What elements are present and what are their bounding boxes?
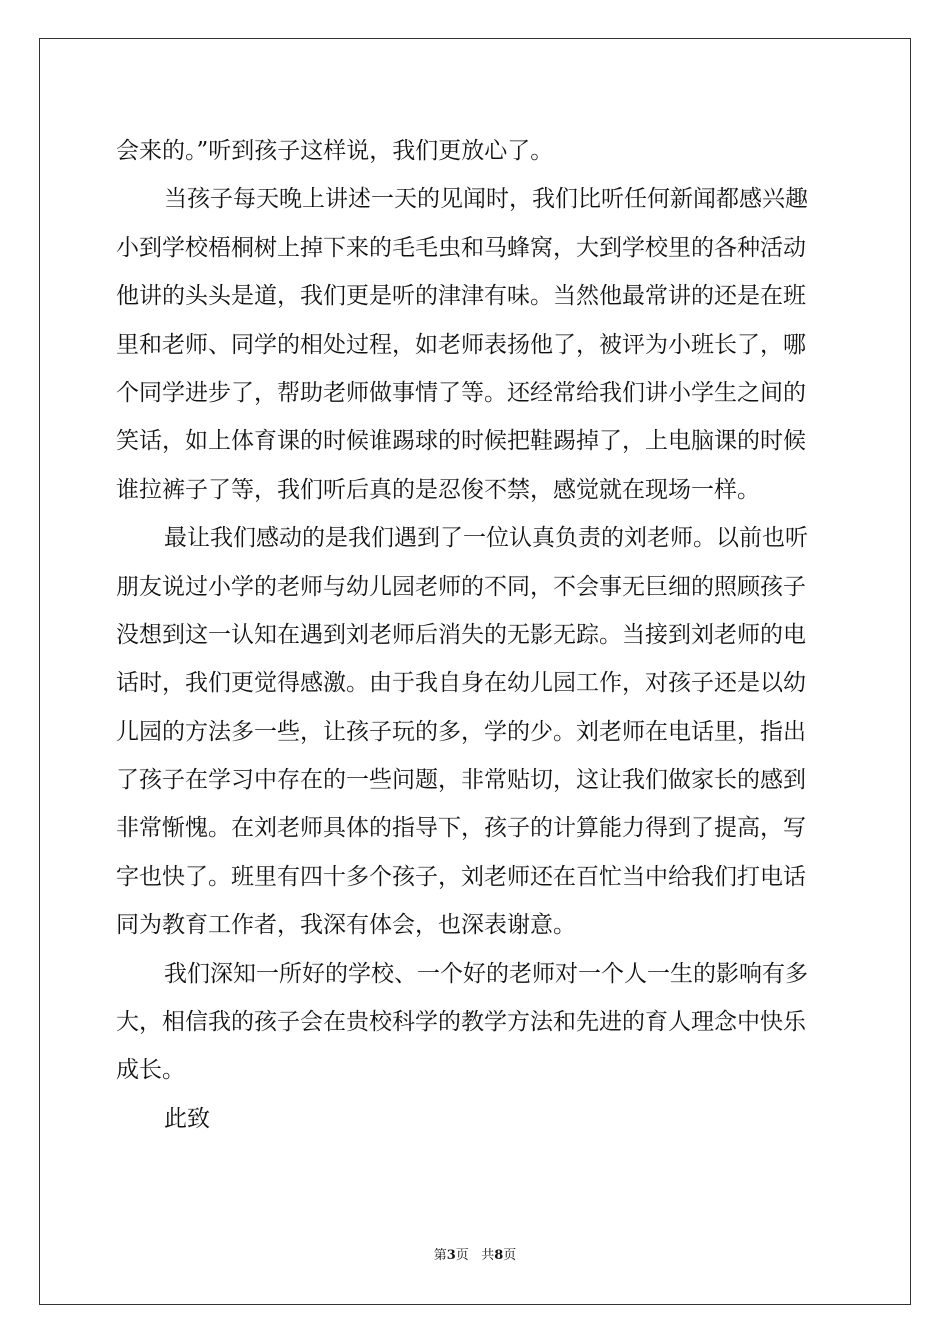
text-line: 大，相信我的孩子会在贵校科学的教学方法和先进的育人理念中快乐 <box>116 1009 806 1036</box>
text-line: 会来的。”听到孩子这样说，我们更放心了。 <box>116 138 554 164</box>
text-line: 话时，我们更觉得感激。由于我自身在幼儿园工作，对孩子还是以幼 <box>116 670 806 697</box>
text-line: 我们深知一所好的学校、一个好的老师对一个人一生的影响有多 <box>164 960 808 987</box>
text-line: 小到学校梧桐树上掉下来的毛毛虫和马蜂窝，大到学校里的各种活动 <box>116 234 806 261</box>
text-line: 了孩子在学习中存在的一些问题，非常贴切，这让我们做家长的感到 <box>116 767 806 794</box>
current-page-number: 3 <box>446 1248 456 1263</box>
text-line: 同为教育工作者，我深有体会，也深表谢意。 <box>116 912 576 939</box>
total-prefix: 共 <box>481 1248 495 1263</box>
total-page-count: 8 <box>494 1248 504 1263</box>
text-line: 朋友说过小学的老师与幼儿园老师的不同，不会事无巨细的照顾孩子 <box>116 573 806 600</box>
page-prefix: 第 <box>433 1248 447 1263</box>
text-line: 非常惭愧。在刘老师具体的指导下，孩子的计算能力得到了提高，写 <box>116 815 806 842</box>
text-line: 儿园的方法多一些，让孩子玩的多，学的少。刘老师在电话里，指出 <box>116 718 806 745</box>
text-line: 最让我们感动的是我们遇到了一位认真负责的刘老师。以前也听 <box>164 525 808 552</box>
text-line: 没想到这一认知在遇到刘老师后消失的无影无踪。当接到刘老师的电 <box>116 621 806 648</box>
page-suffix: 页 <box>455 1248 469 1263</box>
page-footer <box>0 1246 950 1266</box>
text-line: 里和老师、同学的相处过程，如老师表扬他了，被评为小班长了，哪 <box>116 331 806 358</box>
document-body <box>116 127 836 1143</box>
text-line: 他讲的头头是道，我们更是听的津津有味。当然他最常讲的还是在班 <box>116 283 806 310</box>
text-line: 成长。 <box>116 1057 185 1084</box>
text-line: 个同学进步了，帮助老师做事情了等。还经常给我们讲小学生之间的 <box>116 379 806 406</box>
text-line: 当孩子每天晚上讲述一天的见闻时，我们比听任何新闻都感兴趣 <box>164 186 808 213</box>
total-suffix: 页 <box>503 1248 517 1263</box>
closing-salutation: 此致 <box>164 1105 210 1132</box>
text-line: 谁拉裤子了等，我们听后真的是忍俊不禁，感觉就在现场一样。 <box>116 476 760 503</box>
text-line: 笑话，如上体育课的时候谁踢球的时候把鞋踢掉了，上电脑课的时候 <box>116 428 806 455</box>
text-line: 字也快了。班里有四十多个孩子，刘老师还在百忙当中给我们打电话 <box>116 863 806 890</box>
